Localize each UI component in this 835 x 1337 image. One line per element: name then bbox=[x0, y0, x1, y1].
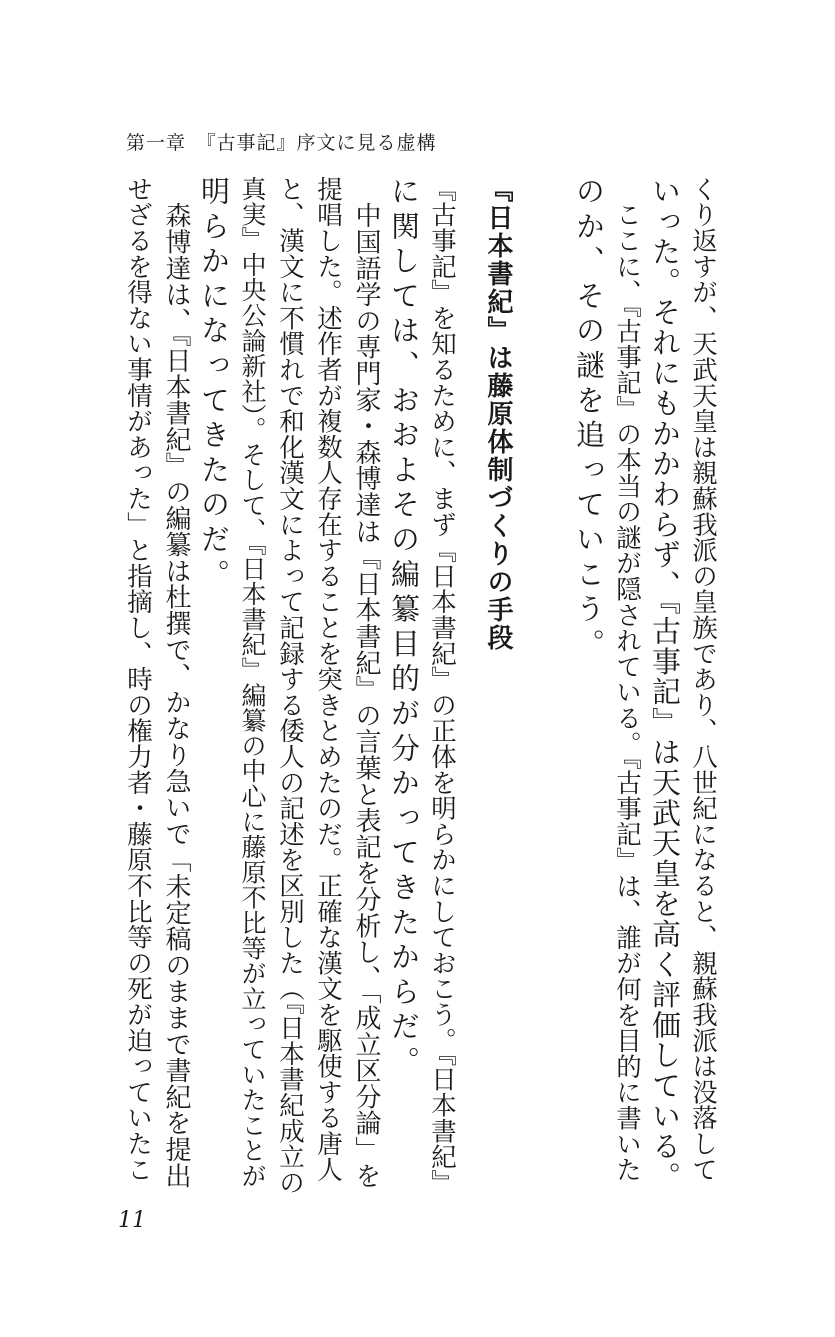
text-line: いった。それにもかかわらず、『古事記』は天武天皇を高く評価している。 bbox=[648, 176, 682, 1192]
page-number: 11 bbox=[118, 1208, 146, 1233]
text-line: 提唱した。述作者が複数人存在することを突きとめたのだ。正確な漢文を駆使する唐人 bbox=[313, 176, 343, 1183]
text-line: 真実』中央公論新社）。そして、『日本書紀』編纂の中心に藤原不比等が立っていたことが bbox=[238, 176, 267, 1189]
text-line: 明らかになってきたのだ。 bbox=[197, 176, 231, 594]
text-line: に関しては、おおよその編纂目的が分かってきたからだ。 bbox=[387, 176, 421, 1081]
text-line: くり返すが、天武天皇は親蘇我派の皇族であり、八世紀になると、親蘇我派は没落して bbox=[688, 176, 718, 1183]
text-line: 森博達は、『日本書紀』の編纂は杜撰で、かなり急いで「未定稿のままで書紀を提出 bbox=[161, 176, 191, 1189]
text-line: ここに、『古事記』の本当の謎が隠されている。『古事記』は、誰が何を目的に書いた bbox=[612, 176, 642, 1183]
running-header: 第一章 『古事記』序文に見る虚構 bbox=[126, 132, 437, 154]
text-line: せざるを得ない事情があった」と指摘し、時の権力者・藤原不比等の死が迫っていたこ bbox=[123, 176, 153, 1183]
section-heading: 『日本書紀』は藤原体制づくりの手段 bbox=[483, 176, 513, 652]
text-line: 『古事記』を知るために、まず『日本書紀』の正体を明らかにしておこう。『日本書紀』 bbox=[427, 176, 457, 1196]
text-line: 中国語学の専門家・森博達は『日本書紀』の言葉と表記を分析し、「成立区分論」を bbox=[351, 176, 381, 1189]
text-line: と、漢文に不慣れで和化漢文によって記録する倭人の記述を区別した（『日本書紀成立の bbox=[275, 176, 305, 1196]
text-line: のか、その謎を追っていこう。 bbox=[572, 176, 606, 664]
